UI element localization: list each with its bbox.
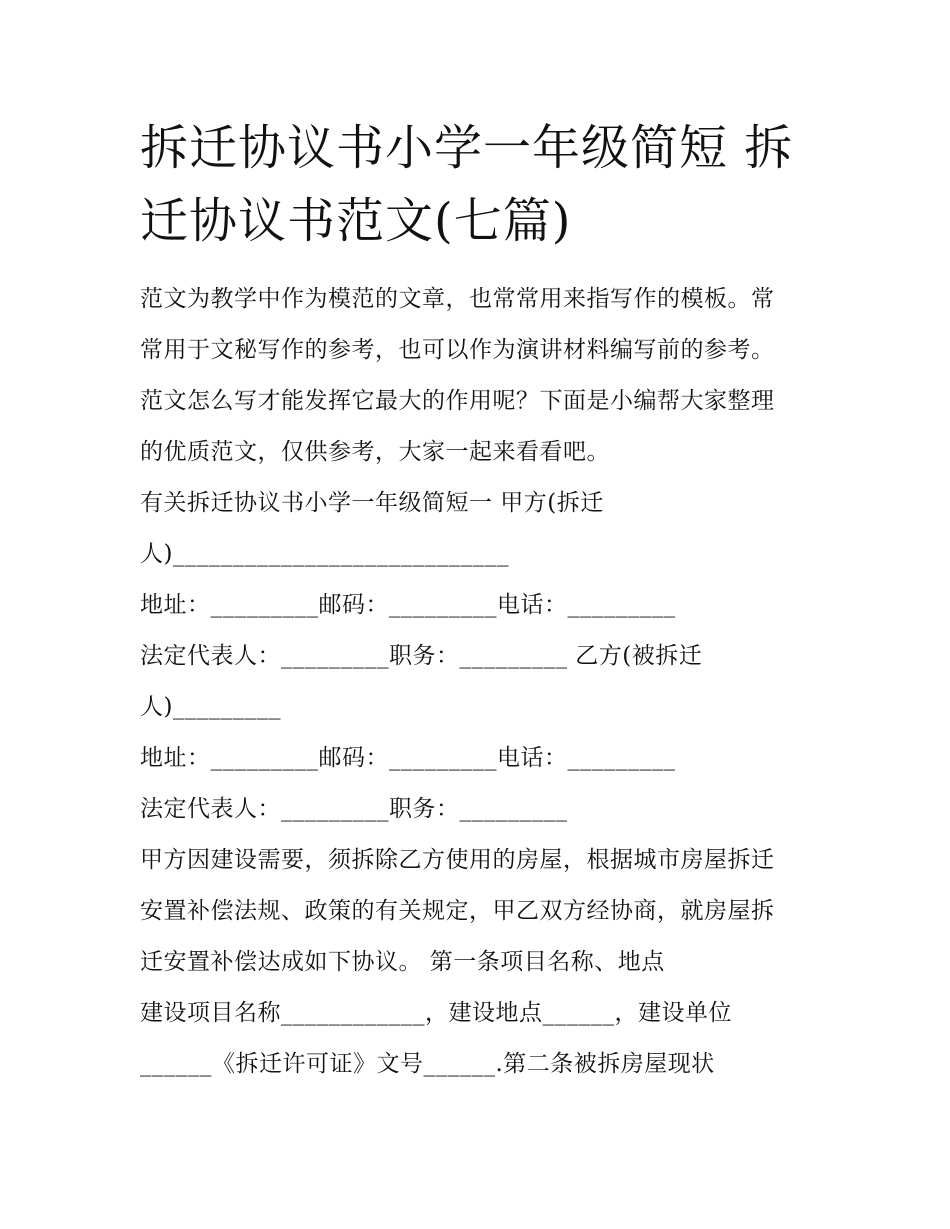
permit-info-line: ______《拆迁许可证》文号______.第二条被拆房屋现状: [140, 1051, 715, 1077]
intro-line-2: 常用于文秘写作的参考，也可以作为演讲材料编写前的参考。: [140, 337, 775, 363]
intro-line-1: 范文为教学中作为模范的文章，也常常用来指写作的模板。常: [140, 286, 775, 312]
title-line-2: 迁协议书范文(七篇): [140, 193, 572, 249]
agreement-preamble-line-2: 安置补偿法规、政策的有关规定，甲乙双方经协商，就房屋拆: [140, 898, 775, 924]
party-a-name-blank: 人)____________________________: [140, 541, 509, 567]
intro-line-4: 的优质范文，仅供参考，大家一起来看看吧。: [140, 439, 610, 465]
section-heading-party-a: 有关拆迁协议书小学一年级简短一 甲方(拆迁: [140, 490, 604, 516]
party-a-contact-line: 地址：_________邮码：_________电话：_________: [140, 592, 676, 618]
document-body: [140, 274, 820, 1090]
title-line-1: 拆迁协议书小学一年级简短 拆: [140, 120, 794, 176]
party-a-representative-line: 法定代表人：_________职务：_________ 乙方(被拆迁: [140, 643, 703, 669]
document-title: [140, 112, 820, 258]
party-b-representative-line: 法定代表人：_________职务：_________: [140, 796, 568, 822]
project-info-line: 建设项目名称____________，建设地点______，建设单位: [140, 1000, 732, 1026]
party-b-contact-line: 地址：_________邮码：_________电话：_________: [140, 745, 676, 771]
party-b-name-blank: 人)_________: [140, 694, 281, 720]
intro-line-3: 范文怎么写才能发挥它最大的作用呢？下面是小编帮大家整理: [140, 388, 775, 414]
agreement-preamble-line-1: 甲方因建设需要，须拆除乙方使用的房屋，根据城市房屋拆迁: [140, 847, 775, 873]
agreement-preamble-line-3: 迁安置补偿达成如下协议。 第一条项目名称、地点: [140, 949, 665, 975]
